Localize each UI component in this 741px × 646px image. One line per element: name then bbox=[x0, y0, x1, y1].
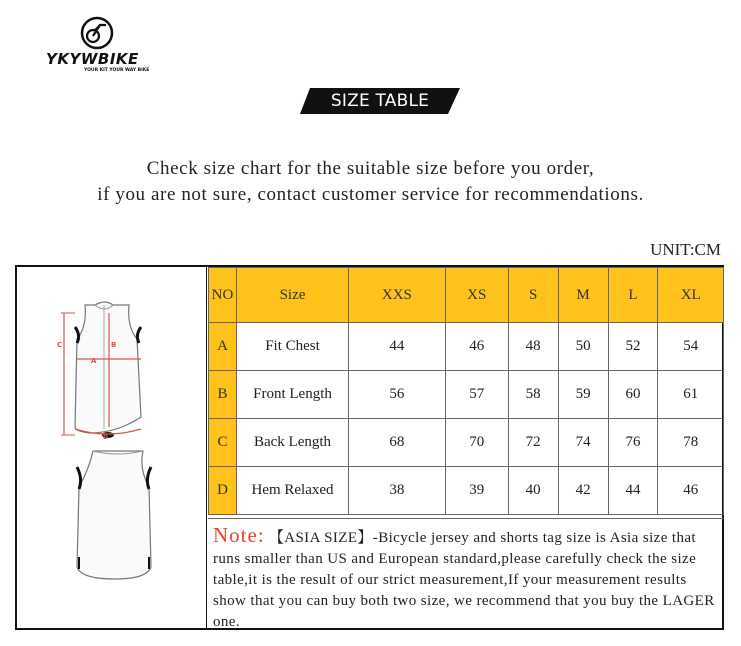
vest-diagram bbox=[17, 267, 205, 628]
table-cell: 68 bbox=[349, 419, 446, 467]
note-text: 【ASIA SIZE】-Bicycle jersey and shorts tag size is Asia size that runs smaller than US and European standard,please carefully check the size table,it is the result of our strict measurement,If your measurement results show that you can buy both two size, we recommend that you buy the LAGER one. bbox=[213, 530, 715, 630]
table-cell: 57 bbox=[445, 371, 508, 419]
row-name: Fit Chest bbox=[237, 323, 349, 371]
header-xs: XS bbox=[445, 268, 508, 323]
vest-back-icon bbox=[77, 451, 151, 579]
table-cell: 74 bbox=[558, 419, 608, 467]
intro-text bbox=[0, 156, 741, 208]
row-no: A bbox=[209, 323, 237, 371]
table-cell: 39 bbox=[445, 467, 508, 515]
intro-line-1: Check size chart for the suitable size before you order, bbox=[146, 158, 595, 179]
size-table-banner bbox=[300, 88, 460, 114]
note-label: Note: bbox=[213, 523, 265, 547]
unit-label: UNIT:CM bbox=[650, 240, 721, 259]
size-note bbox=[208, 518, 724, 630]
table-cell: 40 bbox=[508, 467, 558, 515]
table-cell: 42 bbox=[558, 467, 608, 515]
table-cell: 48 bbox=[508, 323, 558, 371]
brand-tagline: YOUR KIT YOUR WAY BIKE bbox=[84, 68, 150, 73]
banner-title: SIZE TABLE bbox=[330, 91, 430, 111]
table-row bbox=[209, 419, 724, 467]
intro-line-2: if you are not sure, contact customer service for recommendations. bbox=[97, 184, 644, 205]
table-row bbox=[209, 371, 724, 419]
header-size: Size bbox=[237, 268, 349, 323]
table-cell: 56 bbox=[349, 371, 446, 419]
vest-front-icon bbox=[57, 302, 141, 441]
row-name: Back Length bbox=[237, 419, 349, 467]
table-cell: 58 bbox=[508, 371, 558, 419]
table-cell: 46 bbox=[658, 467, 724, 515]
table-cell: 60 bbox=[608, 371, 658, 419]
label-d: D bbox=[103, 434, 108, 441]
table-cell: 72 bbox=[508, 419, 558, 467]
row-name: Hem Relaxed bbox=[237, 467, 349, 515]
brand-logo bbox=[40, 14, 180, 80]
header-s: S bbox=[508, 268, 558, 323]
garment-diagram-panel bbox=[17, 267, 207, 628]
label-b: B bbox=[111, 341, 117, 349]
table-cell: 78 bbox=[658, 419, 724, 467]
header-l: L bbox=[608, 268, 658, 323]
header-xl: XL bbox=[658, 268, 724, 323]
row-no: B bbox=[209, 371, 237, 419]
brand-name: YKYWBIKE bbox=[46, 50, 139, 68]
header-no: NO bbox=[209, 268, 237, 323]
table-cell: 76 bbox=[608, 419, 658, 467]
table-cell: 50 bbox=[558, 323, 608, 371]
header-m: M bbox=[558, 268, 608, 323]
header-xxs: XXS bbox=[349, 268, 446, 323]
table-cell: 70 bbox=[445, 419, 508, 467]
table-cell: 44 bbox=[349, 323, 446, 371]
size-table bbox=[208, 267, 724, 515]
row-no: C bbox=[209, 419, 237, 467]
table-cell: 46 bbox=[445, 323, 508, 371]
row-name: Front Length bbox=[237, 371, 349, 419]
row-no: D bbox=[209, 467, 237, 515]
table-cell: 61 bbox=[658, 371, 724, 419]
table-row bbox=[209, 323, 724, 371]
label-c: C bbox=[57, 341, 63, 349]
size-table-header bbox=[209, 268, 724, 323]
table-cell: 38 bbox=[349, 467, 446, 515]
table-cell: 52 bbox=[608, 323, 658, 371]
table-cell: 59 bbox=[558, 371, 608, 419]
label-a: A bbox=[91, 357, 97, 365]
table-cell: 44 bbox=[608, 467, 658, 515]
bicycle-logo-icon bbox=[80, 16, 114, 50]
table-cell: 54 bbox=[658, 323, 724, 371]
table-row bbox=[209, 467, 724, 515]
